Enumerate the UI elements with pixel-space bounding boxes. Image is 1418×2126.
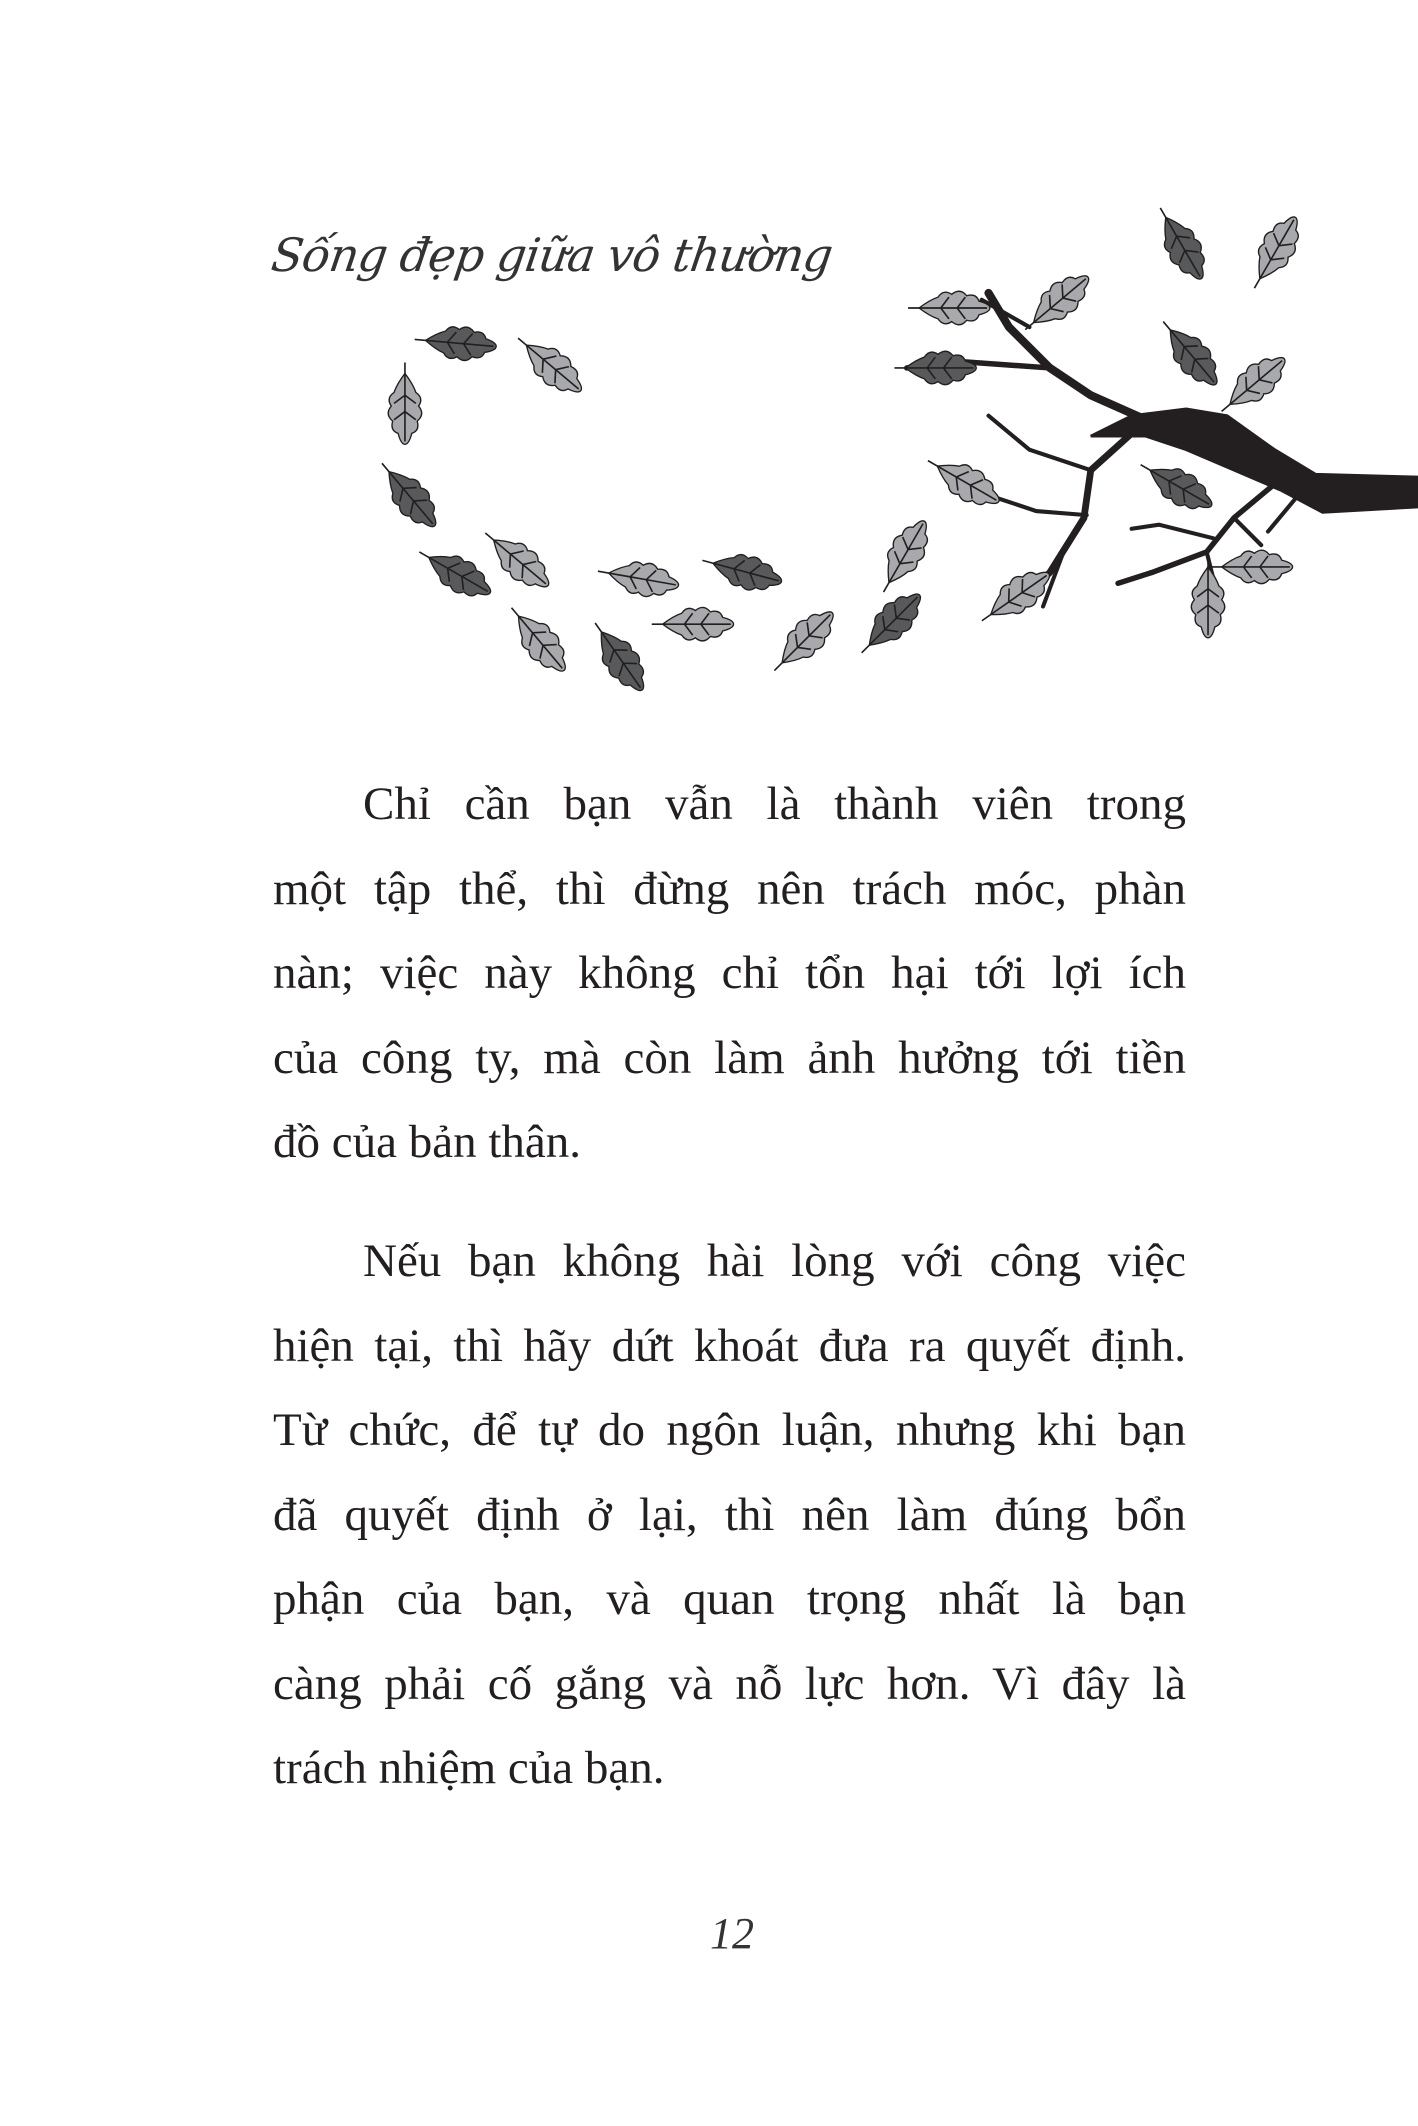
leaf-icon [1211,550,1293,583]
text-line: Chỉ cần bạn vẫn là thành viên trong [363,778,1186,830]
leaf-icon [1191,556,1224,638]
text-line: càng phải cố gắng và nỗ lực hơn. Vì đây là [273,1657,1186,1710]
leaf-icon [1150,311,1228,395]
leaf-icon [388,363,421,445]
page-number: 12 [710,1909,754,1958]
leaf-icon [763,601,845,682]
leaf-icon [595,555,681,602]
text-line: Nếu bạn không hài lòng với công việc [363,1235,1186,1287]
text-line: Từ chức, để tự do ngôn luận, nhưng khi bạn [273,1404,1186,1456]
running-title: Sống đẹp giữa vô thường [268,228,836,282]
leaf-icon [1240,209,1310,297]
leaf-icon [1132,450,1220,520]
paragraph-2 [273,1219,1186,1811]
leaf-icon [411,537,499,607]
leaf-icon [850,583,932,664]
leaf-icon [413,323,497,363]
leaf-icon [869,513,939,601]
leaf-icon [920,446,1008,516]
leaf-icon [1146,200,1216,288]
text-line: trách nhiệm của bạn. [273,1742,665,1794]
text-line: đã quyết định ở lại, thì nên làm đúng bổn [273,1488,1186,1541]
leaf-icon [908,291,990,324]
leaf-icon [499,597,577,681]
text-line: nàn; việc này không chỉ tổn hại tới lợi ích [273,947,1186,999]
text-line: phận của bạn, và quan trọng nhất là bạn [273,1573,1186,1625]
text-line: một tập thể, thì đừng nên trách móc, phàn [273,862,1186,915]
leaf-icon [698,544,786,597]
leaf-icon [581,613,655,699]
leaf-icon [1015,264,1099,342]
text-line: hiện tại, thì hãy dứt khoát đưa ra quyết định. [273,1319,1186,1372]
leaf-icon [1211,346,1295,424]
leaf-icon [652,607,734,640]
leaf-icon [507,325,591,403]
leaf-icon [894,351,976,384]
text-line: của công ty, mà còn làm ảnh hưởng tới tiền [273,1031,1186,1084]
paragraph-1 [273,762,1186,1185]
tree-branch [907,293,1418,606]
text-line: đồ của bản thân. [273,1116,582,1168]
leaf-icon [369,453,447,537]
